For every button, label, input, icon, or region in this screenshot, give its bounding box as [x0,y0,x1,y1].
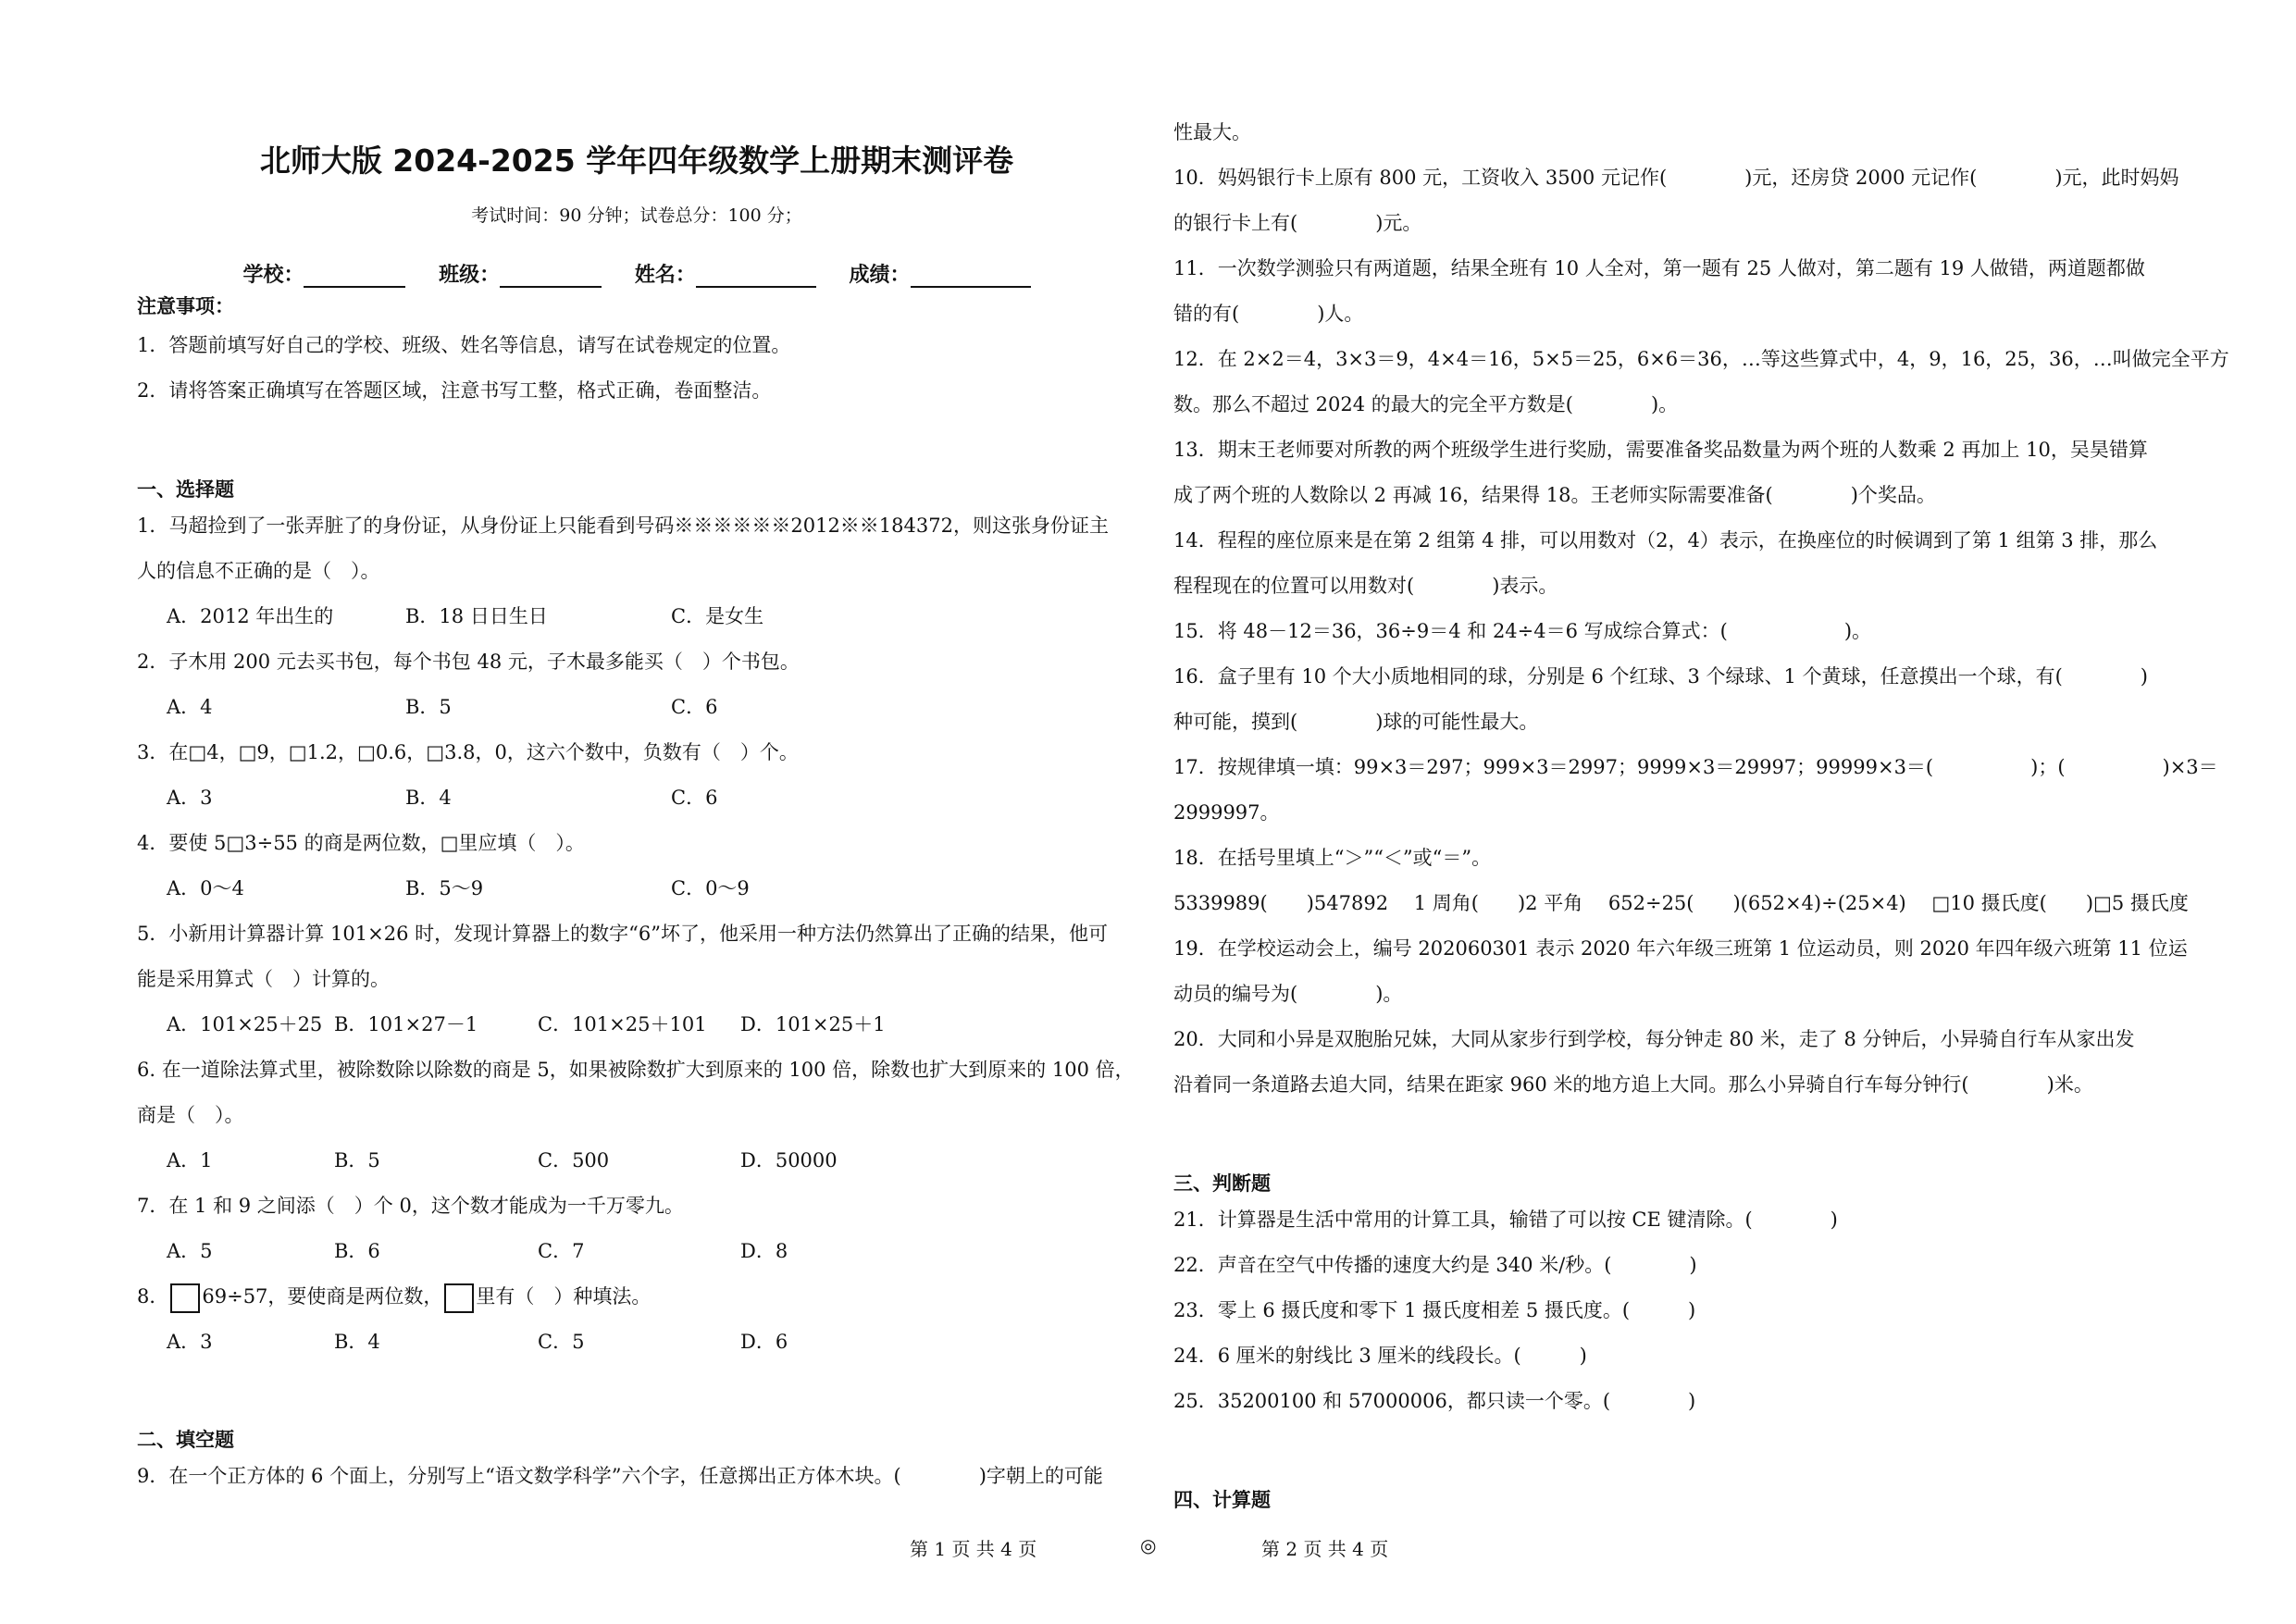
q16-line-2: 种可能，摸到( )球的可能性最大。 [1173,711,1539,733]
q8-text-end: 里有（ ）种填法。 [476,1285,652,1308]
q6-option-b: B．5 [334,1149,380,1172]
section-judge-header: 三、判断题 [1173,1172,1271,1195]
q20-line-1: 20．大同和小异是双胞胎兄妹，大同从家步行到学校，每分钟走 80 米，走了 8 分钟后，小异骑自行车从家出发 [1173,1028,2135,1050]
q24-line: 24．6 厘米的射线比 3 厘米的线段长。( ) [1173,1345,1587,1367]
q8-option-a: A．3 [167,1331,213,1353]
q13-line-1: 13．期末王老师要对所教的两个班级学生进行奖励，需要准备奖品数量为两个班的人数乘 2 再加上 10，吴昊错算 [1173,439,2148,461]
q16-line-1: 16．盒子里有 10 个大小质地相同的球，分别是 6 个红球、3 个绿球、1 个黄球，任意摸出一个球，有( ) [1173,665,2148,688]
q8-option-d: D．6 [740,1331,788,1353]
class-blank[interactable] [500,266,602,288]
q1-option-b: B．18 日日生日 [405,605,548,627]
footer-page-2: 第 2 页 共 4 页 [1261,1538,1389,1560]
q6-option-c: C．500 [538,1149,610,1172]
section-fill-header: 二、填空题 [137,1429,234,1451]
q19-line-1: 19．在学校运动会上，编号 202060301 表示 2020 年六年级三班第 1 位运动员，则 2020 年四年级六班第 11 位运 [1173,937,2188,960]
q8-box-2 [444,1283,474,1313]
q5-line-2: 能是采用算式（ ）计算的。 [137,968,390,990]
notice-item-1: 1．答题前填写好自己的学校、班级、姓名等信息，请写在试卷规定的位置。 [137,334,791,356]
student-info-row [137,259,1136,288]
q4-option-b: B．5～9 [405,877,484,899]
section-choice-header: 一、选择题 [137,478,234,501]
q6-option-d: D．50000 [740,1149,838,1172]
q10-line-2: 的银行卡上有( )元。 [1173,212,1422,234]
q4-line: 4．要使 5□3÷55 的商是两位数，□里应填（ ）。 [137,832,585,854]
q3-option-c: C．6 [671,787,718,809]
q21-line: 21．计算器是生活中常用的计算工具，输错了可以按 CE 键清除。( ) [1173,1209,1838,1231]
school-field [242,259,405,288]
q11-line-2: 错的有( )人。 [1173,303,1364,325]
score-blank[interactable] [911,266,1031,288]
notice-item-2: 2．请将答案正确填写在答题区域，注意书写工整，格式正确，卷面整洁。 [137,379,772,402]
q9-line: 9．在一个正方体的 6 个面上，分别写上“语文数学科学”六个字，任意掷出正方体木块。( )字朝上的可能 [137,1465,1103,1487]
q8-option-c: C．5 [538,1331,585,1353]
class-label: 班级： [439,264,501,287]
q7-option-a: A．5 [167,1240,213,1262]
q8-box-1 [170,1283,200,1313]
q7-line: 7．在 1 和 9 之间添（ ）个 0，这个数才能成为一千万零九。 [137,1195,684,1217]
footer-page-1: 第 1 页 共 4 页 [910,1538,1037,1560]
q6-line-1: 6. 在一道除法算式里，被除数除以除数的商是 5，如果被除数扩大到原来的 100 倍，除数也扩大到原来的 100 倍， [137,1059,1135,1081]
class-field [439,259,602,288]
q1-line-2: 人的信息不正确的是（ ）。 [137,560,380,582]
q7-option-d: D．8 [740,1240,788,1262]
q15-line: 15．将 48－12＝36，36÷9＝4 和 24÷4＝6 写成综合算式：( )。 [1173,620,1872,642]
q2-line: 2．子木用 200 元去买书包，每个书包 48 元，子木最多能买（ ）个书包。 [137,651,800,673]
q8-option-b: B．4 [334,1331,380,1353]
school-label: 学校： [242,264,304,287]
q6-line-2: 商是（ ）。 [137,1104,244,1126]
q6-option-a: A．1 [167,1149,213,1172]
q5-option-c: C．101×25＋101 [538,1013,707,1035]
name-field [635,259,816,288]
q3-line: 3．在□4，□9，□1.2，□0.6，□3.8，0，这六个数中，负数有（ ）个。 [137,741,799,763]
q2-option-b: B．5 [405,696,452,718]
q12-line-2: 数。那么不超过 2024 的最大的完全平方数是( )。 [1173,393,1679,415]
exam-title: 北师大版 2024-2025 学年四年级数学上册期末测评卷 [259,143,1014,179]
q2-option-a: A．4 [167,696,213,718]
q11-line-1: 11．一次数学测验只有两道题，结果全班有 10 人全对，第一题有 25 人做对，第二题有 19 人做错，两道题都做 [1173,257,2145,279]
score-label: 成绩： [849,264,911,287]
footer-center-mark: ◎ [1140,1534,1157,1556]
q7-option-c: C．7 [538,1240,585,1262]
q7-option-b: B．6 [334,1240,380,1262]
q8-line [137,1283,651,1313]
q19-line-2: 动员的编号为( )。 [1173,983,1403,1005]
q5-option-b: B．101×27－1 [334,1013,478,1035]
q14-line-1: 14．程程的座位原来是在第 2 组第 4 排，可以用数对（2，4）表示，在换座位的时候调到了第 1 组第 3 排，那么 [1173,529,2158,552]
q18-line: 18．在括号里填上“＞”“＜”或“＝”。 [1173,847,1492,869]
q25-line: 25．35200100 和 57000006，都只读一个零。( ) [1173,1390,1696,1412]
q4-option-a: A．0～4 [167,877,244,899]
score-field [850,259,1031,288]
q5-option-a: A．101×25＋25 [167,1013,323,1035]
q4-option-c: C．0～9 [671,877,750,899]
q8-number: 8． [137,1285,169,1308]
name-label: 姓名： [634,264,696,287]
q1-option-c: C．是女生 [671,605,764,627]
q1-line-1: 1．马超捡到了一张弄脏了的身份证，从身份证上只能看到号码※※※※※※2012※※184372，则这张身份证主 [137,514,1109,537]
q3-option-b: B．4 [405,787,452,809]
q3-option-a: A．3 [167,787,213,809]
q22-line: 22．声音在空气中传播的速度大约是 340 米/秒。( ) [1173,1254,1697,1276]
q23-line: 23．零上 6 摄氏度和零下 1 摄氏度相差 5 摄氏度。( ) [1173,1299,1696,1321]
q17-line-2: 2999997。 [1173,801,1280,824]
notice-header: 注意事项： [137,295,234,317]
q12-line-1: 12．在 2×2＝4，3×3＝9，4×4＝16，5×5＝25，6×6＝36，…等这些算式中，4，9，16，25，36，…叫做完全平方 [1173,348,2229,370]
q14-line-2: 程程现在的位置可以用数对( )表示。 [1173,575,1558,597]
q8-text-mid: 69÷57，要使商是两位数， [202,1285,443,1308]
q2-option-c: C．6 [671,696,718,718]
school-blank[interactable] [304,266,405,288]
q9-line-cont: 性最大。 [1173,121,1251,143]
name-blank[interactable] [696,266,816,288]
q10-line-1: 10．妈妈银行卡上原有 800 元，工资收入 3500 元记作( )元，还房贷 2000 元记作( )元，此时妈妈 [1173,167,2179,189]
q1-option-a: A．2012 年出生的 [167,605,334,627]
q13-line-2: 成了两个班的人数除以 2 再减 16，结果得 18。王老师实际需要准备( )个奖品。 [1173,484,1936,506]
section-calc-header: 四、计算题 [1173,1489,1271,1511]
q5-line-1: 5．小新用计算器计算 101×26 时，发现计算器上的数字“6”坏了，他采用一种方法仍然算出了正确的结果，他可 [137,923,1108,945]
q18-items: 5339989( )547892 1 周角( )2 平角 652÷25( )(652×4)÷(25×4) □10 摄氏度( )□5 摄氏度 [1173,892,2189,914]
exam-subtitle: 考试时间：90 分钟；试卷总分：100 分； [471,205,802,226]
q17-line-1: 17．按规律填一填：99×3＝297；999×3＝2997；9999×3＝29997；99999×3＝( )；( )×3＝ [1173,756,2218,778]
q5-option-d: D．101×25＋1 [740,1013,886,1035]
q20-line-2: 沿着同一条道路去追大同，结果在距家 960 米的地方追上大同。那么小异骑自行车每分钟行( )米。 [1173,1073,2093,1096]
